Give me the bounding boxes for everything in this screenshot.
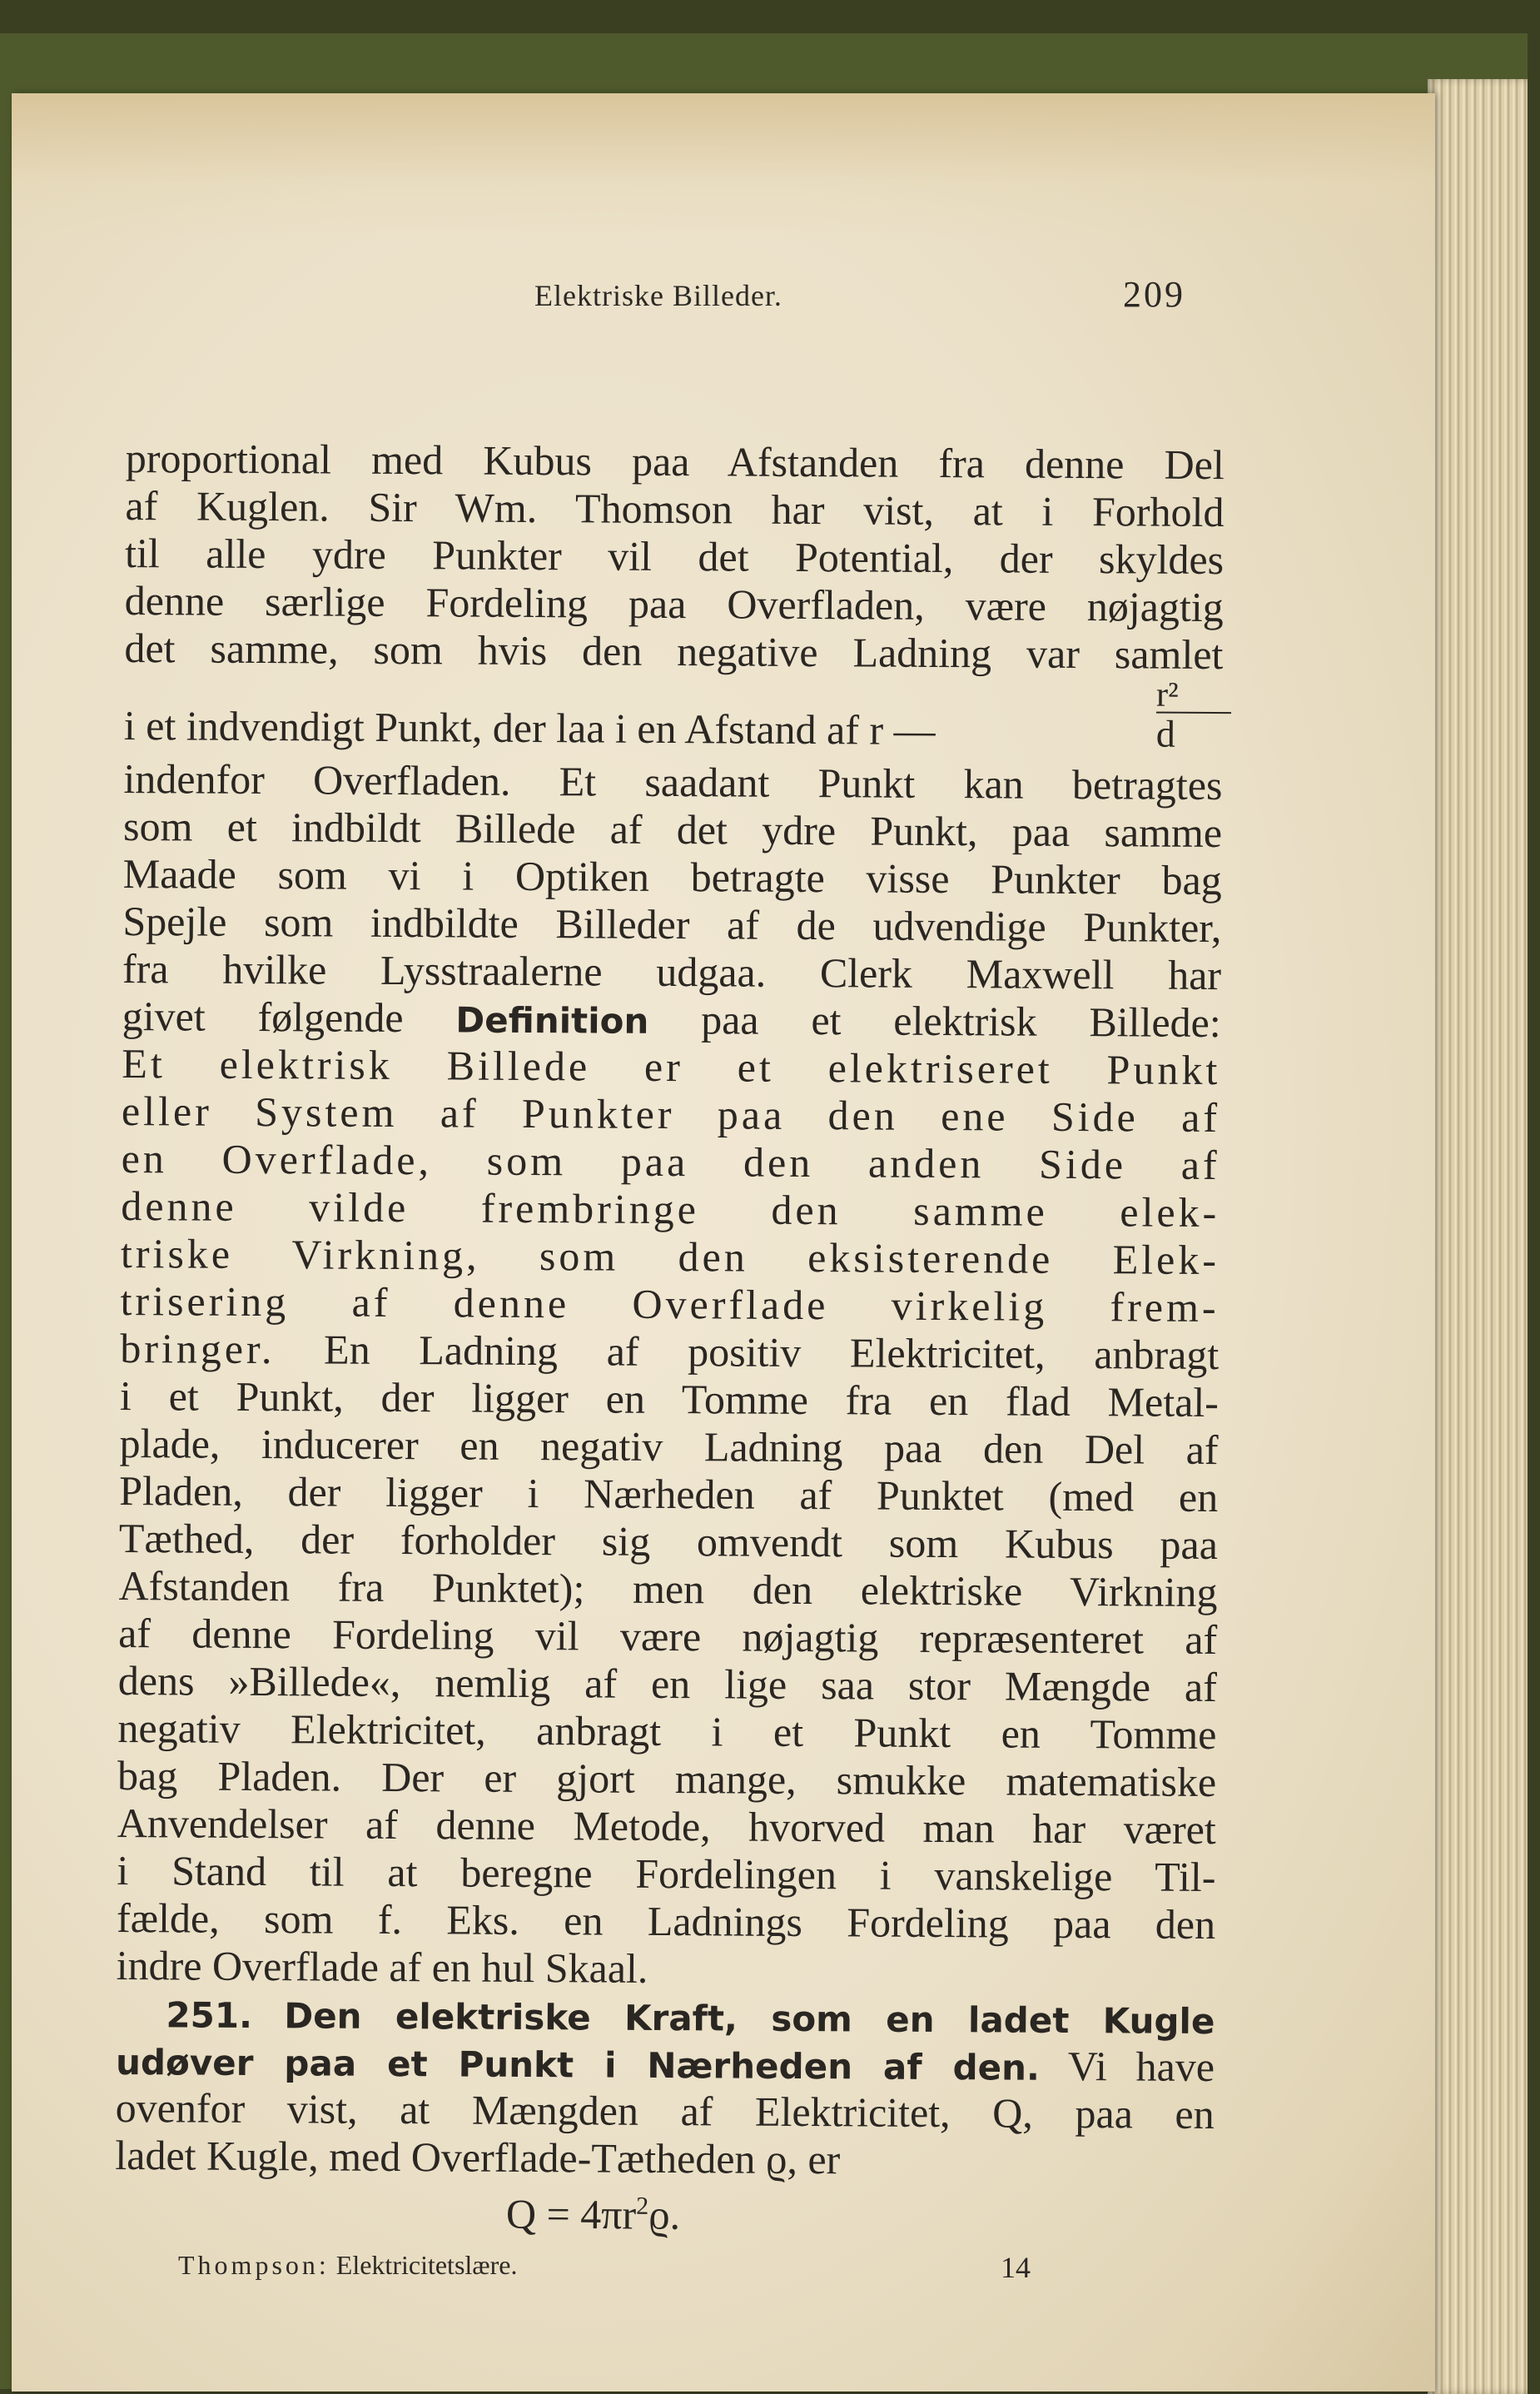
text-line: Anvendelser af denne Metode, hvorved man har været <box>117 1799 1216 1854</box>
spaced-line: triske Virkning, som den eksisterende Elek- <box>120 1229 1220 1284</box>
fraction-denominator: d <box>1155 712 1175 755</box>
spaced-line: en Overflade, som paa den anden Side af <box>121 1134 1220 1189</box>
text-line: ovenfor vist, at Mængden af Elektricitet, Q, paa en <box>115 2083 1215 2138</box>
text-line: af denne Fordeling vil være nøjagtig repræsenteret af <box>118 1609 1218 1664</box>
definition-after: paa et elektrisk Billede: <box>701 996 1221 1047</box>
mixed-spaced: bringer. <box>120 1324 276 1373</box>
text-line: Pladen, der ligger i Nærheden af Punktet (med en <box>119 1466 1219 1521</box>
footer-book: Elektricitetslære. <box>335 2250 518 2280</box>
text-line: til alle ydre Punkter vil det Potential, der skyldes <box>124 529 1225 584</box>
footer-author: Thompson: <box>178 2250 330 2280</box>
signature-mark: 14 <box>1001 2251 1031 2284</box>
fraction-numerator: r² <box>1156 679 1231 714</box>
spaced-line: Et elektrisk Billede er et elektriseret Punkt <box>122 1039 1221 1094</box>
text-line: negativ Elektricitet, anbragt i et Punkt en Tomme <box>117 1704 1217 1759</box>
page-stain <box>12 93 1435 243</box>
text-line: indre Overflade af en hul Skaal. <box>116 1941 648 1992</box>
text-line: det samme, som hvis den negative Ladning var samlet <box>124 624 1224 679</box>
section-number: 251. <box>166 1994 253 2036</box>
running-title: Elektriske Billeder. <box>534 279 782 312</box>
text-line: som et indbildt Billede af det ydre Punkt, paa samme <box>122 802 1223 857</box>
section-heading <box>116 1989 1215 2043</box>
footer <box>178 2250 1177 2284</box>
text-line: denne særlige Fordeling paa Overfladen, være nøjagtig <box>124 576 1224 631</box>
definition-term: Definition <box>455 999 649 1042</box>
text-line: proportional med Kubus paa Afstanden fra denne Del <box>125 435 1225 489</box>
text-line: i et Punkt, der ligger en Tomme fra en flad Metal- <box>119 1371 1220 1426</box>
text-line: fælde, som f. Eks. en Ladnings Fordeling paa den <box>116 1894 1216 1949</box>
page-edges <box>1428 79 1528 2394</box>
text-line: indenfor Overfladen. Et saadant Punkt kan betragtes <box>123 754 1223 809</box>
fraction <box>1155 675 1232 756</box>
formula-line <box>124 672 1224 762</box>
text-line: bag Pladen. Der er gjort mange, smukke matematiske <box>117 1751 1217 1806</box>
definition-before: givet følgende <box>122 992 404 1042</box>
equation-rhs: ϱ. <box>648 2191 681 2238</box>
text-line: fra hvilke Lysstraalerne udgaa. Clerk Maxwell har <box>122 944 1222 999</box>
page-number: 209 <box>1123 274 1185 315</box>
spaced-line: denne vilde frembringe den samme elek- <box>121 1182 1220 1237</box>
spaced-line: eller System af Punkter paa den ene Side af <box>121 1087 1221 1142</box>
text-line: Afstanden fra Punktet); men den elektriske Virkning <box>118 1561 1218 1616</box>
text-line: ladet Kugle, med Overflade-Tætheden ϱ, er <box>115 2131 841 2183</box>
text-line: af Kuglen. Sir Wm. Thomson har vist, at i Forhold <box>125 481 1225 536</box>
spaced-line: trisering af denne Overflade virkelig frem- <box>120 1277 1220 1331</box>
text-line: Tæthed, der forholder sig omvendt som Kubus paa <box>118 1514 1219 1569</box>
book <box>0 33 1528 2389</box>
text-line: i Stand til at beregne Fordelingen i vanskelige Til- <box>117 1846 1216 1901</box>
text-line: dens »Billede«, nemlig af en lige saa stor Mængde af <box>117 1656 1218 1711</box>
section-heading-line1: Den elektriske Kraft, som en ladet Kugle <box>284 1995 1215 2043</box>
section-heading-tail: Vi have <box>1067 2042 1215 2091</box>
mixed-normal: En Ladning af positiv Elektricitet, anbragt <box>323 1326 1220 1379</box>
formula-text: i et indvendigt Punkt, der laa i en Afstand af r — <box>123 701 936 754</box>
body-text <box>115 435 1225 2238</box>
text-line: Maade som vi i Optiken betragte visse Punkter bag <box>122 849 1222 904</box>
section-heading-line2: udøver paa et Punkt i Nærheden af den. <box>115 2041 1041 2088</box>
text-line: Spejle som indbildte Billeder af de udvendige Punkter, <box>122 897 1222 952</box>
text-line: plade, inducerer en negativ Ladning paa den Del af <box>119 1419 1219 1474</box>
equation <box>115 2179 1214 2238</box>
mixed-line <box>120 1325 1219 1379</box>
page <box>12 93 1435 2392</box>
equation-exponent: 2 <box>636 2192 649 2220</box>
definition-line <box>122 993 1221 1047</box>
section-heading-cont <box>116 2037 1215 2091</box>
equation-lhs: Q = 4πr <box>505 2190 637 2238</box>
